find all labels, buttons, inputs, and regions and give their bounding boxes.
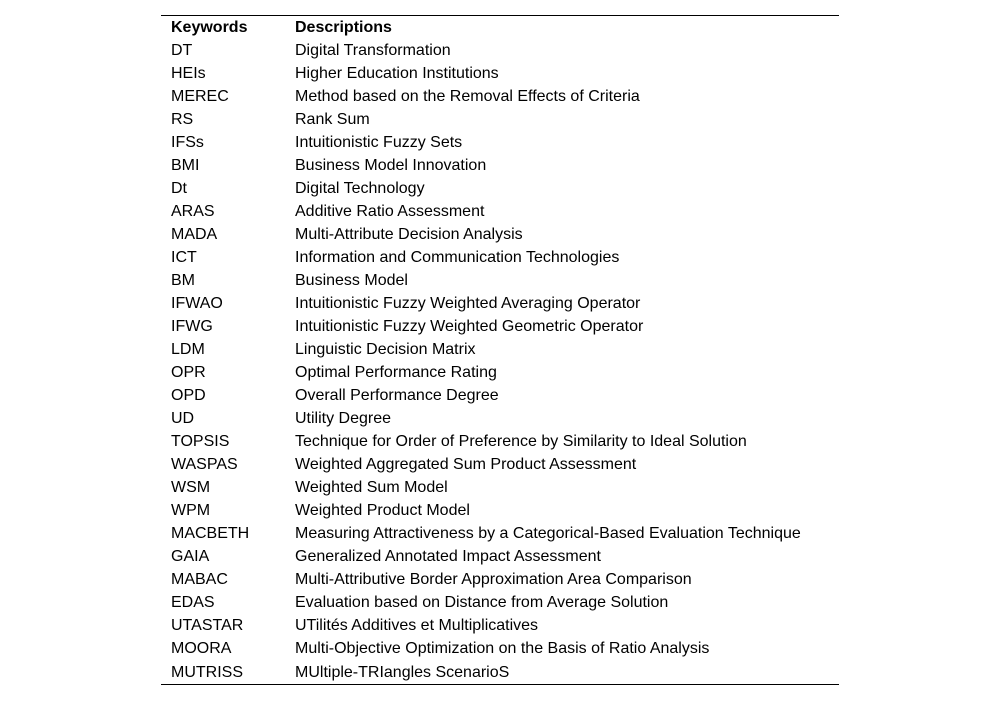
keyword-cell: MACBETH <box>171 525 250 542</box>
keyword-cell: LDM <box>171 341 205 358</box>
description-cell: Utility Degree <box>295 410 392 427</box>
table-row <box>161 361 839 384</box>
table-row <box>161 200 839 223</box>
description-cell: Digital Technology <box>295 180 425 197</box>
table-row <box>161 269 839 292</box>
keyword-cell: BM <box>171 272 195 289</box>
table-row <box>161 614 839 637</box>
table-row <box>161 545 839 568</box>
keyword-cell: ARAS <box>171 203 215 220</box>
keyword-cell: DT <box>171 42 193 59</box>
keyword-cell: WASPAS <box>171 456 238 473</box>
keyword-cell: MEREC <box>171 88 229 105</box>
keyword-cell: WSM <box>171 479 211 496</box>
table-row <box>161 131 839 154</box>
description-cell: Evaluation based on Distance from Average Solution <box>295 594 669 611</box>
description-cell: Weighted Aggregated Sum Product Assessment <box>295 456 637 473</box>
keyword-cell: Dt <box>171 180 187 197</box>
description-cell: Optimal Performance Rating <box>295 364 497 381</box>
description-cell: Technique for Order of Preference by Similarity to Ideal Solution <box>295 433 747 450</box>
table-row <box>161 85 839 108</box>
description-cell: Multi-Objective Optimization on the Basis of Ratio Analysis <box>295 640 710 657</box>
table-row <box>161 384 839 407</box>
keyword-cell: EDAS <box>171 594 215 611</box>
description-cell: Linguistic Decision Matrix <box>295 341 476 358</box>
keyword-cell: WPM <box>171 502 211 519</box>
keyword-cell: MABAC <box>171 571 228 588</box>
keyword-cell: RS <box>171 111 194 128</box>
table-row <box>161 591 839 614</box>
keywords-column-header: Keywords <box>171 19 248 36</box>
keyword-cell: UTASTAR <box>171 617 244 634</box>
description-cell: Overall Performance Degree <box>295 387 499 404</box>
table-row <box>161 476 839 499</box>
table-row <box>161 338 839 361</box>
table-row <box>161 407 839 430</box>
table-row <box>161 62 839 85</box>
keyword-cell: IFWG <box>171 318 213 335</box>
description-cell: Information and Communication Technologies <box>295 249 620 266</box>
description-cell: Weighted Sum Model <box>295 479 448 496</box>
description-cell: Digital Transformation <box>295 42 451 59</box>
keyword-cell: MADA <box>171 226 218 243</box>
keyword-cell: HEIs <box>171 65 206 82</box>
description-cell: Business Model <box>295 272 408 289</box>
description-cell: Rank Sum <box>295 111 370 128</box>
description-cell: Intuitionistic Fuzzy Weighted Averaging Operator <box>295 295 641 312</box>
table-row <box>161 430 839 453</box>
keyword-cell: ICT <box>171 249 197 266</box>
table-row <box>161 568 839 591</box>
abbreviations-table-grid <box>161 16 839 684</box>
keyword-cell: UD <box>171 410 195 427</box>
description-cell: Measuring Attractiveness by a Categorical-Based Evaluation Technique <box>295 525 801 542</box>
table-header <box>161 16 839 39</box>
description-cell: Weighted Product Model <box>295 502 470 519</box>
table-row <box>161 223 839 246</box>
descriptions-column-header: Descriptions <box>295 19 392 36</box>
table-row <box>161 39 839 62</box>
keyword-cell: GAIA <box>171 548 210 565</box>
keyword-cell: OPR <box>171 364 206 381</box>
table-row <box>161 246 839 269</box>
table-row <box>161 292 839 315</box>
keyword-cell: MUTRISS <box>171 663 243 681</box>
keyword-cell: IFWAO <box>171 295 223 312</box>
abbreviations-table <box>161 15 839 685</box>
table-row <box>161 177 839 200</box>
table-row <box>161 108 839 131</box>
keyword-cell: BMI <box>171 157 200 174</box>
table-row <box>161 660 839 684</box>
table-row <box>161 154 839 177</box>
table-row <box>161 315 839 338</box>
description-cell: MUltiple-TRIangles ScenarioS <box>295 663 510 681</box>
header-row <box>161 16 839 39</box>
table-row <box>161 499 839 522</box>
keyword-cell: IFSs <box>171 134 204 151</box>
description-cell: Higher Education Institutions <box>295 65 499 82</box>
table-body <box>161 39 839 684</box>
keyword-cell: OPD <box>171 387 206 404</box>
description-cell: UTilités Additives et Multiplicatives <box>295 617 539 634</box>
keyword-cell: MOORA <box>171 640 232 657</box>
description-cell: Multi-Attribute Decision Analysis <box>295 226 523 243</box>
description-cell: Method based on the Removal Effects of Criteria <box>295 88 640 105</box>
description-cell: Generalized Annotated Impact Assessment <box>295 548 601 565</box>
description-cell: Intuitionistic Fuzzy Sets <box>295 134 463 151</box>
table-row <box>161 637 839 660</box>
description-cell: Additive Ratio Assessment <box>295 203 485 220</box>
table-row <box>161 453 839 476</box>
description-cell: Intuitionistic Fuzzy Weighted Geometric Operator <box>295 318 644 335</box>
keyword-cell: TOPSIS <box>171 433 230 450</box>
description-cell: Business Model Innovation <box>295 157 487 174</box>
table-row <box>161 522 839 545</box>
description-cell: Multi-Attributive Border Approximation Area Comparison <box>295 571 692 588</box>
